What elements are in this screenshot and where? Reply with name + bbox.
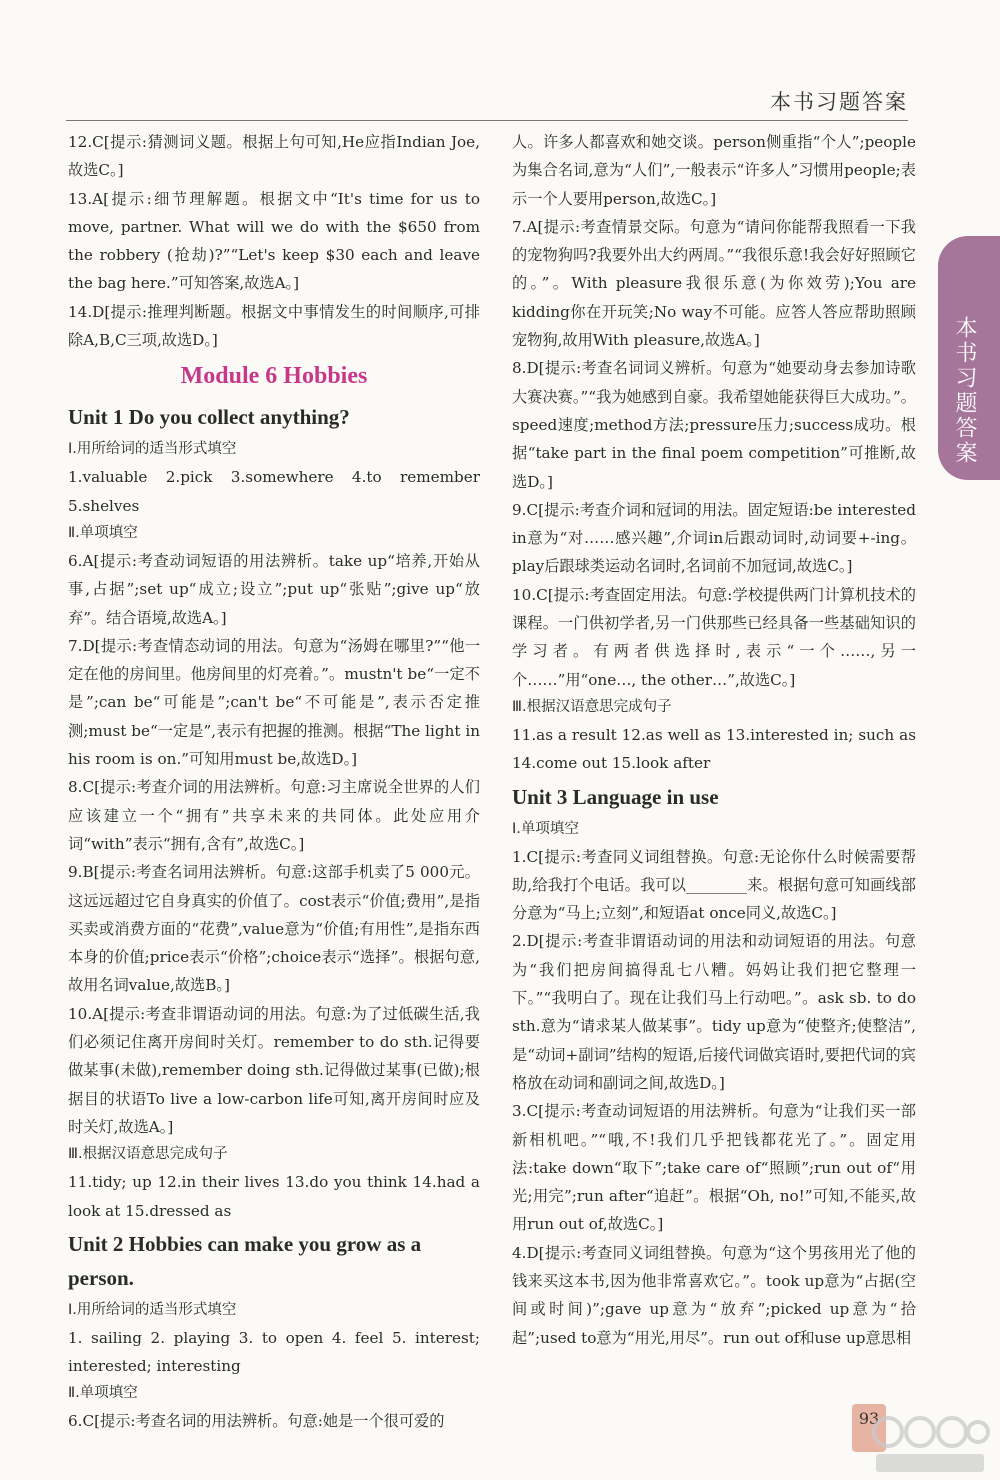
section-heading: Ⅰ.单项填空 <box>512 820 579 837</box>
side-tab-label: 本书习题答案 <box>952 316 977 466</box>
header-rule <box>66 120 908 121</box>
section-heading: Ⅲ.根据汉语意思完成句子 <box>68 1146 228 1163</box>
unit-title: Unit 3 Language in use <box>512 784 719 809</box>
answer-item: 11.as a result 12.as well as 13.interested in; such as 14.come out 15.look after <box>512 725 916 773</box>
answer-item: 10.C[提示:考查固定用法。句意:学校提供两门计算机技术的课程。一门供初学者,另一门供那些已经具备一些基础知识的学习者。有两者供选择时,表示“一个……,另一个……”用“one…, the other…”,故选C。] <box>512 585 916 689</box>
section-heading: Ⅱ.单项填空 <box>68 524 138 541</box>
watermark-logo <box>870 1410 990 1476</box>
answer-item: 8.D[提示:考查名词词义辨析。句意为“她要动身去参加诗歌大赛决赛。”“我为她感到自豪。我希望她能获得巨大成功。”。speed速度;method方法;pressure压力;success成功。根据“take part in the final poem competition”可推断,故选D。] <box>512 359 916 491</box>
header-title: 本书习题答案 <box>770 90 908 114</box>
unit-title: Unit 2 Hobbies can make you grow as a person. <box>68 1231 422 1290</box>
left-column <box>68 128 480 1436</box>
answer-item: 13.A[提示:细节理解题。根据文中“It's time for us to move, partner. What will we do with the $650 from the robbery (抢劫)?”“Let's keep $30 each and leave the bag here.”可知答案,故选A。] <box>68 189 480 293</box>
answer-item: 14.D[提示:推理判断题。根据文中事情发生的时间顺序,可排除A,B,C三项,故选D。] <box>68 302 480 350</box>
answer-item: 12.C[提示:猜测词义题。根据上句可知,He应指Indian Joe,故选C。] <box>68 133 480 180</box>
answer-item: 4.D[提示:考查同义词组替换。句意为“这个男孩用光了他的钱来买这本书,因为他非常喜欢它。”。took up意为“占据(空间或时间)”;gave up意为“放弃”;picked up意为“拾起”;used to意为“用光,用尽”。run out of和use up意思相 <box>512 1243 916 1347</box>
answer-item: 10.A[提示:考查非谓语动词的用法。句意:为了过低碳生活,我们必须记住离开房间时关灯。remember to do sth.记得要做某事(未做),remember doing sth.记得做过某事(已做);根据目的状语To live a low-carbon life可知,离开房间时应及时关灯,故选A。] <box>68 1004 480 1136</box>
answer-item: 9.B[提示:考查名词用法辨析。句意:这部手机卖了5 000元。这远远超过它自身真实的价值了。cost表示“价值;费用”,是指买卖或消费方面的“花费”,value意为“价值;有用性”,是指东西本身的价值;price表示“价格”;choice表示“选择”。根据句意,故用名词value,故选B。] <box>68 863 480 995</box>
section-heading: Ⅰ.用所给词的适当形式填空 <box>68 441 237 458</box>
section-heading: Ⅲ.根据汉语意思完成句子 <box>512 698 672 715</box>
answer-item: 人。许多人都喜欢和她交谈。person侧重指“个人”;people为集合名词,意为“人们”,一般表示“许多人”习惯用people;表示一个人要用person,故选C。] <box>512 133 916 208</box>
answer-item: 2.D[提示:考查非谓语动词的用法和动词短语的用法。句意为“我们把房间搞得乱七八糟。妈妈让我们把它整理一下。”“我明白了。现在让我们马上行动吧。”。ask sb. to do sth.意为“请求某人做某事”。tidy up意为“使整齐;使整洁”,是“动词+副词”结构的短语,后接代词做宾语时,要把代词的宾格放在动词和副词之间,故选D。] <box>512 932 916 1092</box>
right-column <box>512 128 916 1352</box>
page-number: 93 <box>852 1404 886 1452</box>
answer-item: 11.tidy; up 12.in their lives 13.do you think 14.had a look at 15.dressed as <box>68 1173 480 1220</box>
answer-item: 7.D[提示:考查情态动词的用法。句意为“汤姆在哪里?”“他一定在他的房间里。他房间里的灯亮着。”。mustn't be“一定不是”;can be“可能是”;can't be“不可能是”,表示否定推测;must be“一定是”,表示有把握的推测。根据“The light in his room is on.”可知用must be,故选D。] <box>68 636 480 769</box>
section-heading: Ⅰ.用所给词的适当形式填空 <box>68 1301 237 1318</box>
answer-item: 1.valuable 2.pick 3.somewhere 4.to remember 5.shelves <box>68 468 480 515</box>
module-title: Module 6 Hobbies <box>180 363 368 390</box>
unit-title: Unit 1 Do you collect anything? <box>68 405 350 430</box>
section-heading: Ⅱ.单项填空 <box>68 1385 138 1402</box>
answer-item: 6.A[提示:考查动词短语的用法辨析。take up“培养,开始从事,占据”;set up“成立;设立”;put up“张贴”;give up“放弃”。结合语境,故选A。] <box>68 551 480 627</box>
answer-item: 1.C[提示:考查同义词组替换。句意:无论你什么时候需要帮助,给我打个电话。我可以________来。根据句意可知画线部分意为“马上;立刻”,和短语at once同义,故选C。] <box>512 847 916 923</box>
answer-item: 3.C[提示:考查动词短语的用法辨析。句意为“让我们买一部新相机吧。”“哦,不!我们几乎把钱都花光了。”。固定用法:take down“取下”;take care of“照顾”;run out of“用光;用完”;run after“追赶”。根据“Oh, no!”可知,不能买,故用run out of,故选C。] <box>512 1102 916 1234</box>
answer-item: 6.C[提示:考查名词的用法辨析。句意:她是一个很可爱的 <box>68 1412 445 1431</box>
answer-item: 7.A[提示:考查情景交际。句意为“请问你能帮我照看一下我的宠物狗吗?我要外出大约两周。”“我很乐意!我会好好照顾它的。”。With pleasure我很乐意(为你效劳);You are kidding你在开玩笑;No way不可能。应答人答应帮助照顾宠物狗,故用With pleasure,故选A。] <box>512 217 916 350</box>
answer-item: 9.C[提示:考查介词和冠词的用法。固定短语:be interested in意为“对……感兴趣”,介词in后跟动词时,动词要+-ing。play后跟球类运动名词时,名词前不加冠词,故选C。] <box>512 500 916 576</box>
answer-item: 1. sailing 2. playing 3. to open 4. feel 5. interest; interested; interesting <box>68 1328 480 1376</box>
answer-item: 8.C[提示:考查介词的用法辨析。句意:习主席说全世界的人们应该建立一个“拥有”共享未来的共同体。此处应用介词“with”表示“拥有,含有”,故选C。] <box>68 778 480 853</box>
